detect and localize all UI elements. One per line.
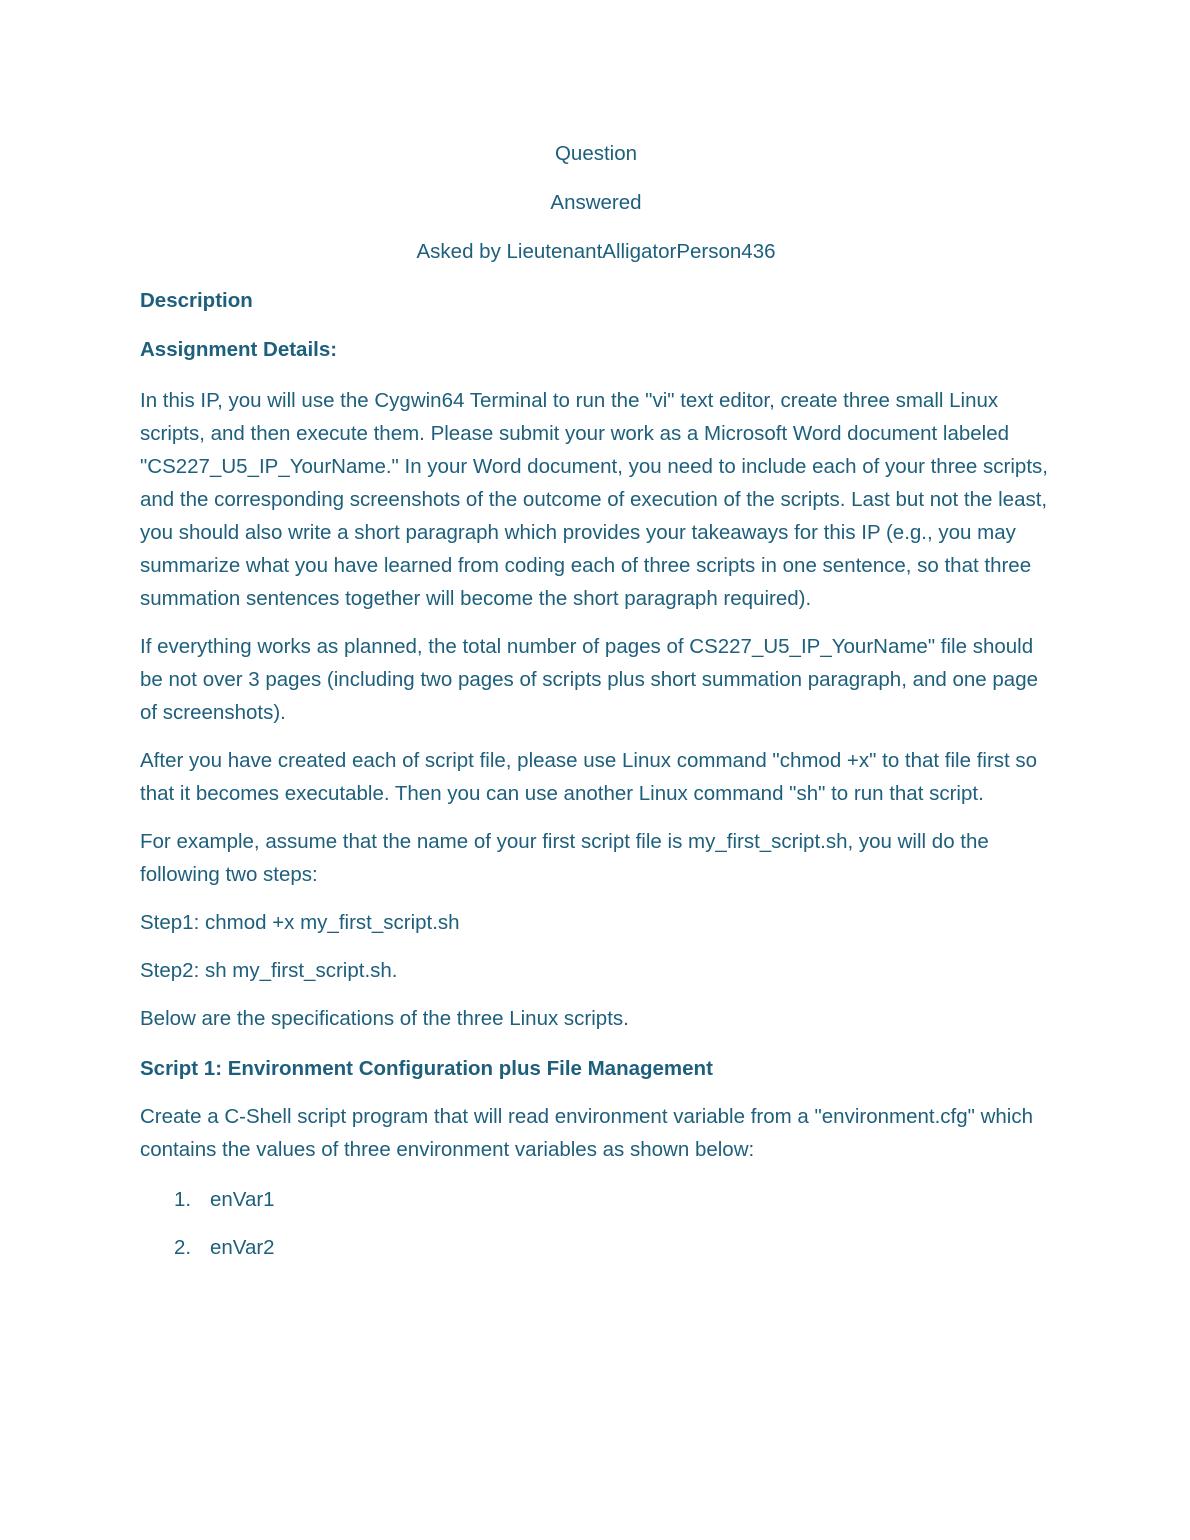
list-item-number: 1. (174, 1188, 192, 1211)
paragraph-step1: Step1: chmod +x my_first_script.sh (140, 911, 460, 934)
description-heading: Description (140, 289, 253, 312)
paragraph-chmod: After you have created each of script file, please use Linux command "chmod +x" to that file first so that it becomes executable. Then you can use another Linux command "sh" to run that script. (140, 749, 1038, 805)
assignment-details-heading: Assignment Details: (140, 338, 338, 361)
paragraph-page-limit: If everything works as planned, the total number of pages of CS227_U5_IP_YourName" file should be not over 3 pages (including two pages of scripts plus short summation paragraph, and one page of screenshots). (140, 635, 1038, 724)
paragraph-intro: In this IP, you will use the Cygwin64 Terminal to run the "vi" text editor, create three small Linux scripts, and then execute them. Please submit your work as a Microsoft Word document labeled "CS227_U5_IP_YourName." In your Word document, you need to include each of your three scripts, and the corresponding screenshots of the outcome of execution of the scripts. Last but not the least, you should also write a short paragraph which provides your takeaways for this IP (e.g., you may summarize what you have learned from coding each of three scripts in one sentence, so that three summation sentences together will become the short paragraph required). (140, 389, 1048, 610)
env-var-list (140, 1186, 1052, 1262)
list-item-text: enVar1 (210, 1188, 275, 1211)
script1-heading: Script 1: Environment Configuration plus File Management (140, 1057, 713, 1080)
paragraph-specs-intro: Below are the specifications of the three Linux scripts. (140, 1007, 629, 1030)
asked-by-line: Asked by LieutenantAlligatorPerson436 (416, 240, 776, 263)
status-label-answered: Answered (550, 191, 642, 214)
status-label-question: Question (554, 142, 638, 165)
list-item-number: 2. (174, 1236, 192, 1259)
script1-description: Create a C-Shell script program that will read environment variable from a "environment.cfg" which contains the values of three environment variables as shown below: (140, 1105, 1034, 1161)
paragraph-example: For example, assume that the name of your first script file is my_first_script.sh, you will do the following two steps: (140, 830, 989, 886)
document-body (140, 140, 1052, 1262)
list-item (140, 1234, 1052, 1262)
list-item-text: enVar2 (210, 1236, 275, 1259)
list-item (140, 1186, 1052, 1214)
paragraph-step2: Step2: sh my_first_script.sh. (140, 959, 398, 982)
